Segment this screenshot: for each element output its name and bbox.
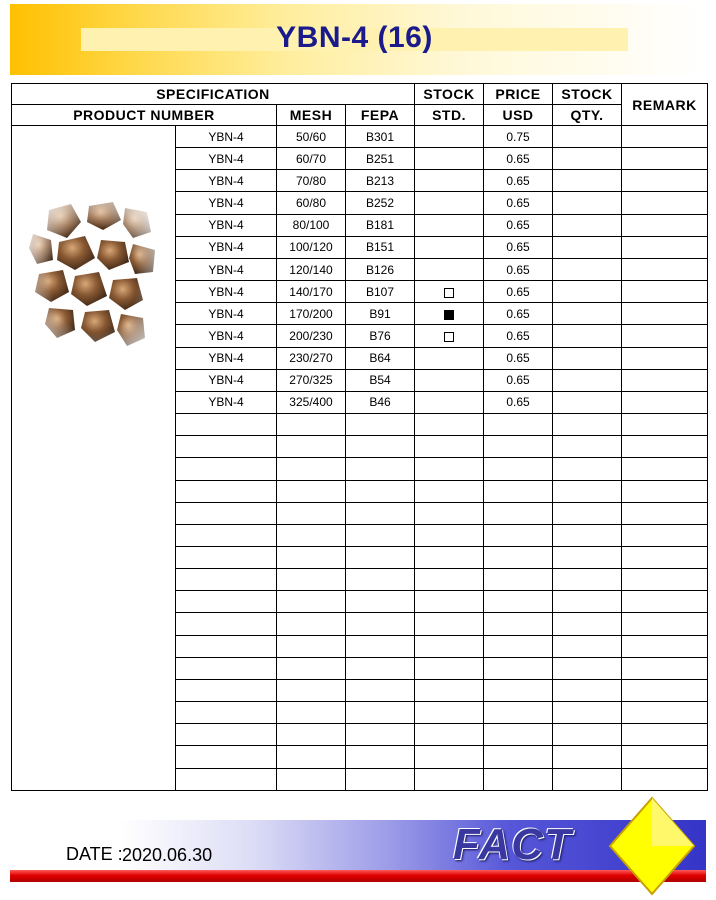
stock-std-cell — [415, 303, 484, 325]
header-stock-qty-top: STOCK — [553, 84, 622, 105]
stock-std-cell — [415, 724, 484, 746]
price-cell — [484, 724, 553, 746]
mesh-cell — [277, 768, 346, 790]
product-number-cell — [176, 657, 277, 679]
price-cell — [484, 502, 553, 524]
mesh-cell — [277, 746, 346, 768]
remark-cell — [622, 569, 708, 591]
header-product-number: PRODUCT NUMBER — [12, 105, 277, 126]
remark-cell — [622, 746, 708, 768]
stock-std-cell — [415, 170, 484, 192]
stock-std-cell — [415, 524, 484, 546]
mesh-cell: 60/80 — [277, 192, 346, 214]
mesh-cell: 230/270 — [277, 347, 346, 369]
stock-qty-cell — [553, 724, 622, 746]
mesh-cell — [277, 702, 346, 724]
mesh-cell — [277, 436, 346, 458]
mesh-cell — [277, 613, 346, 635]
mesh-cell — [277, 591, 346, 613]
stock-std-cell — [415, 192, 484, 214]
remark-cell — [622, 369, 708, 391]
fepa-cell — [346, 569, 415, 591]
product-number-cell — [176, 569, 277, 591]
mesh-cell: 140/170 — [277, 281, 346, 303]
stock-qty-cell — [553, 347, 622, 369]
remark-cell — [622, 303, 708, 325]
fepa-cell — [346, 480, 415, 502]
product-number-cell — [176, 679, 277, 701]
price-cell: 0.65 — [484, 214, 553, 236]
fepa-cell — [346, 458, 415, 480]
fepa-cell: B54 — [346, 369, 415, 391]
remark-cell — [622, 657, 708, 679]
header-fepa: FEPA — [346, 105, 415, 126]
stock-qty-cell — [553, 369, 622, 391]
stock-qty-cell — [553, 635, 622, 657]
stock-qty-cell — [553, 281, 622, 303]
mesh-cell: 50/60 — [277, 126, 346, 148]
mesh-cell — [277, 458, 346, 480]
stock-qty-cell — [553, 502, 622, 524]
price-cell: 0.75 — [484, 126, 553, 148]
date-value: 2020.06.30 — [122, 845, 213, 865]
mesh-cell — [277, 502, 346, 524]
fepa-cell: B252 — [346, 192, 415, 214]
mesh-cell: 120/140 — [277, 258, 346, 280]
price-cell — [484, 702, 553, 724]
remark-cell — [622, 502, 708, 524]
product-number-cell: YBN-4 — [176, 214, 277, 236]
fepa-cell: B181 — [346, 214, 415, 236]
product-image-cell — [12, 126, 176, 791]
fepa-cell: B213 — [346, 170, 415, 192]
fepa-cell — [346, 768, 415, 790]
product-number-cell: YBN-4 — [176, 170, 277, 192]
stock-std-cell — [415, 657, 484, 679]
fepa-cell — [346, 546, 415, 568]
remark-cell — [622, 480, 708, 502]
empty-square-icon — [444, 288, 454, 298]
price-cell — [484, 591, 553, 613]
price-cell — [484, 746, 553, 768]
price-cell — [484, 480, 553, 502]
price-cell — [484, 458, 553, 480]
stock-std-cell — [415, 635, 484, 657]
stock-qty-cell — [553, 391, 622, 413]
fepa-cell — [346, 524, 415, 546]
stock-std-cell — [415, 258, 484, 280]
fepa-cell — [346, 746, 415, 768]
fepa-cell — [346, 702, 415, 724]
header-stock-std-bottom: STD. — [415, 105, 484, 126]
stock-qty-cell — [553, 258, 622, 280]
stock-std-cell — [415, 679, 484, 701]
price-cell: 0.65 — [484, 170, 553, 192]
stock-std-cell — [415, 369, 484, 391]
product-number-cell — [176, 613, 277, 635]
footer-red-line — [10, 870, 706, 882]
remark-cell — [622, 724, 708, 746]
fepa-cell — [346, 591, 415, 613]
fepa-cell — [346, 613, 415, 635]
mesh-cell: 270/325 — [277, 369, 346, 391]
fepa-cell: B151 — [346, 236, 415, 258]
mesh-cell — [277, 724, 346, 746]
product-number-cell: YBN-4 — [176, 325, 277, 347]
product-number-cell: YBN-4 — [176, 148, 277, 170]
remark-cell — [622, 148, 708, 170]
fepa-cell — [346, 502, 415, 524]
stock-qty-cell — [553, 458, 622, 480]
price-cell: 0.65 — [484, 369, 553, 391]
remark-cell — [622, 458, 708, 480]
stock-std-cell — [415, 325, 484, 347]
stock-qty-cell — [553, 236, 622, 258]
abrasive-grains-icon — [29, 200, 159, 360]
product-number-cell — [176, 524, 277, 546]
mesh-cell: 100/120 — [277, 236, 346, 258]
stock-qty-cell — [553, 746, 622, 768]
stock-qty-cell — [553, 148, 622, 170]
header-remark: REMARK — [622, 84, 708, 126]
mesh-cell: 200/230 — [277, 325, 346, 347]
filled-square-icon — [444, 310, 454, 320]
stock-std-cell — [415, 281, 484, 303]
price-cell: 0.65 — [484, 148, 553, 170]
product-number-cell — [176, 458, 277, 480]
fepa-cell: B251 — [346, 148, 415, 170]
fepa-cell: B126 — [346, 258, 415, 280]
yellow-diamond-icon — [608, 796, 696, 896]
stock-std-cell — [415, 436, 484, 458]
fepa-cell: B76 — [346, 325, 415, 347]
stock-qty-cell — [553, 613, 622, 635]
stock-std-cell — [415, 768, 484, 790]
stock-std-cell — [415, 702, 484, 724]
stock-qty-cell — [553, 702, 622, 724]
stock-qty-cell — [553, 436, 622, 458]
product-number-cell: YBN-4 — [176, 258, 277, 280]
fepa-cell — [346, 635, 415, 657]
stock-std-cell — [415, 148, 484, 170]
stock-qty-cell — [553, 591, 622, 613]
product-number-cell — [176, 702, 277, 724]
price-cell — [484, 524, 553, 546]
price-cell — [484, 635, 553, 657]
price-cell — [484, 546, 553, 568]
mesh-cell — [277, 546, 346, 568]
fepa-cell: B107 — [346, 281, 415, 303]
stock-qty-cell — [553, 170, 622, 192]
remark-cell — [622, 524, 708, 546]
page-title: YBN-4 (16) — [276, 21, 433, 54]
stock-std-cell — [415, 546, 484, 568]
price-cell — [484, 657, 553, 679]
mesh-cell — [277, 657, 346, 679]
remark-cell — [622, 546, 708, 568]
price-cell — [484, 613, 553, 635]
remark-cell — [622, 679, 708, 701]
mesh-cell: 70/80 — [277, 170, 346, 192]
remark-cell — [622, 192, 708, 214]
remark-cell — [622, 436, 708, 458]
stock-std-cell — [415, 347, 484, 369]
price-cell: 0.65 — [484, 236, 553, 258]
product-number-cell: YBN-4 — [176, 236, 277, 258]
price-cell — [484, 569, 553, 591]
stock-qty-cell — [553, 768, 622, 790]
header-specification: SPECIFICATION — [12, 84, 415, 105]
header-price-top: PRICE — [484, 84, 553, 105]
price-cell — [484, 414, 553, 436]
fepa-cell: B64 — [346, 347, 415, 369]
stock-qty-cell — [553, 192, 622, 214]
empty-square-icon — [444, 332, 454, 342]
mesh-cell — [277, 679, 346, 701]
mesh-cell: 60/70 — [277, 148, 346, 170]
fepa-cell: B46 — [346, 391, 415, 413]
product-number-cell — [176, 414, 277, 436]
product-number-cell — [176, 546, 277, 568]
spec-table — [11, 83, 708, 791]
price-cell — [484, 679, 553, 701]
product-number-cell: YBN-4 — [176, 303, 277, 325]
mesh-cell — [277, 635, 346, 657]
stock-qty-cell — [553, 480, 622, 502]
fepa-cell — [346, 414, 415, 436]
stock-qty-cell — [553, 569, 622, 591]
price-cell — [484, 768, 553, 790]
remark-cell — [622, 635, 708, 657]
product-number-cell — [176, 724, 277, 746]
stock-qty-cell — [553, 657, 622, 679]
header-mesh: MESH — [277, 105, 346, 126]
price-cell: 0.65 — [484, 325, 553, 347]
price-cell: 0.65 — [484, 303, 553, 325]
product-number-cell: YBN-4 — [176, 391, 277, 413]
remark-cell — [622, 214, 708, 236]
product-number-cell — [176, 635, 277, 657]
stock-std-cell — [415, 480, 484, 502]
stock-std-cell — [415, 591, 484, 613]
product-number-cell: YBN-4 — [176, 281, 277, 303]
stock-std-cell — [415, 391, 484, 413]
stock-qty-cell — [553, 679, 622, 701]
product-number-cell — [176, 480, 277, 502]
stock-std-cell — [415, 613, 484, 635]
remark-cell — [622, 170, 708, 192]
stock-std-cell — [415, 569, 484, 591]
remark-cell — [622, 236, 708, 258]
fact-logo: FACT — [453, 820, 572, 869]
fepa-cell: B301 — [346, 126, 415, 148]
price-cell: 0.65 — [484, 347, 553, 369]
stock-std-cell — [415, 236, 484, 258]
remark-cell — [622, 591, 708, 613]
remark-cell — [622, 414, 708, 436]
stock-std-cell — [415, 502, 484, 524]
product-number-cell: YBN-4 — [176, 126, 277, 148]
product-number-cell — [176, 436, 277, 458]
stock-std-cell — [415, 126, 484, 148]
mesh-cell — [277, 414, 346, 436]
product-number-cell — [176, 502, 277, 524]
header-price-bottom: USD — [484, 105, 553, 126]
remark-cell — [622, 281, 708, 303]
remark-cell — [622, 258, 708, 280]
table-row — [12, 126, 708, 148]
price-cell: 0.65 — [484, 258, 553, 280]
price-cell: 0.65 — [484, 281, 553, 303]
stock-std-cell — [415, 214, 484, 236]
fepa-cell — [346, 679, 415, 701]
fepa-cell — [346, 657, 415, 679]
fepa-cell — [346, 436, 415, 458]
fepa-cell: B91 — [346, 303, 415, 325]
stock-std-cell — [415, 414, 484, 436]
mesh-cell — [277, 569, 346, 591]
mesh-cell — [277, 480, 346, 502]
price-cell — [484, 436, 553, 458]
stock-qty-cell — [553, 303, 622, 325]
remark-cell — [622, 768, 708, 790]
remark-cell — [622, 126, 708, 148]
stock-qty-cell — [553, 126, 622, 148]
date-label: DATE : — [66, 844, 123, 864]
fepa-cell — [346, 724, 415, 746]
stock-qty-cell — [553, 546, 622, 568]
stock-qty-cell — [553, 524, 622, 546]
product-number-cell — [176, 768, 277, 790]
mesh-cell — [277, 524, 346, 546]
stock-qty-cell — [553, 414, 622, 436]
stock-qty-cell — [553, 325, 622, 347]
mesh-cell: 170/200 — [277, 303, 346, 325]
product-number-cell — [176, 746, 277, 768]
remark-cell — [622, 702, 708, 724]
product-number-cell: YBN-4 — [176, 369, 277, 391]
remark-cell — [622, 613, 708, 635]
remark-cell — [622, 391, 708, 413]
remark-cell — [622, 325, 708, 347]
price-cell: 0.65 — [484, 192, 553, 214]
product-number-cell: YBN-4 — [176, 192, 277, 214]
stock-std-cell — [415, 458, 484, 480]
product-number-cell — [176, 591, 277, 613]
price-cell: 0.65 — [484, 391, 553, 413]
remark-cell — [622, 347, 708, 369]
header-stock-qty-bottom: QTY. — [553, 105, 622, 126]
mesh-cell: 325/400 — [277, 391, 346, 413]
product-number-cell: YBN-4 — [176, 347, 277, 369]
stock-std-cell — [415, 746, 484, 768]
header-stock-std-top: STOCK — [415, 84, 484, 105]
mesh-cell: 80/100 — [277, 214, 346, 236]
stock-qty-cell — [553, 214, 622, 236]
